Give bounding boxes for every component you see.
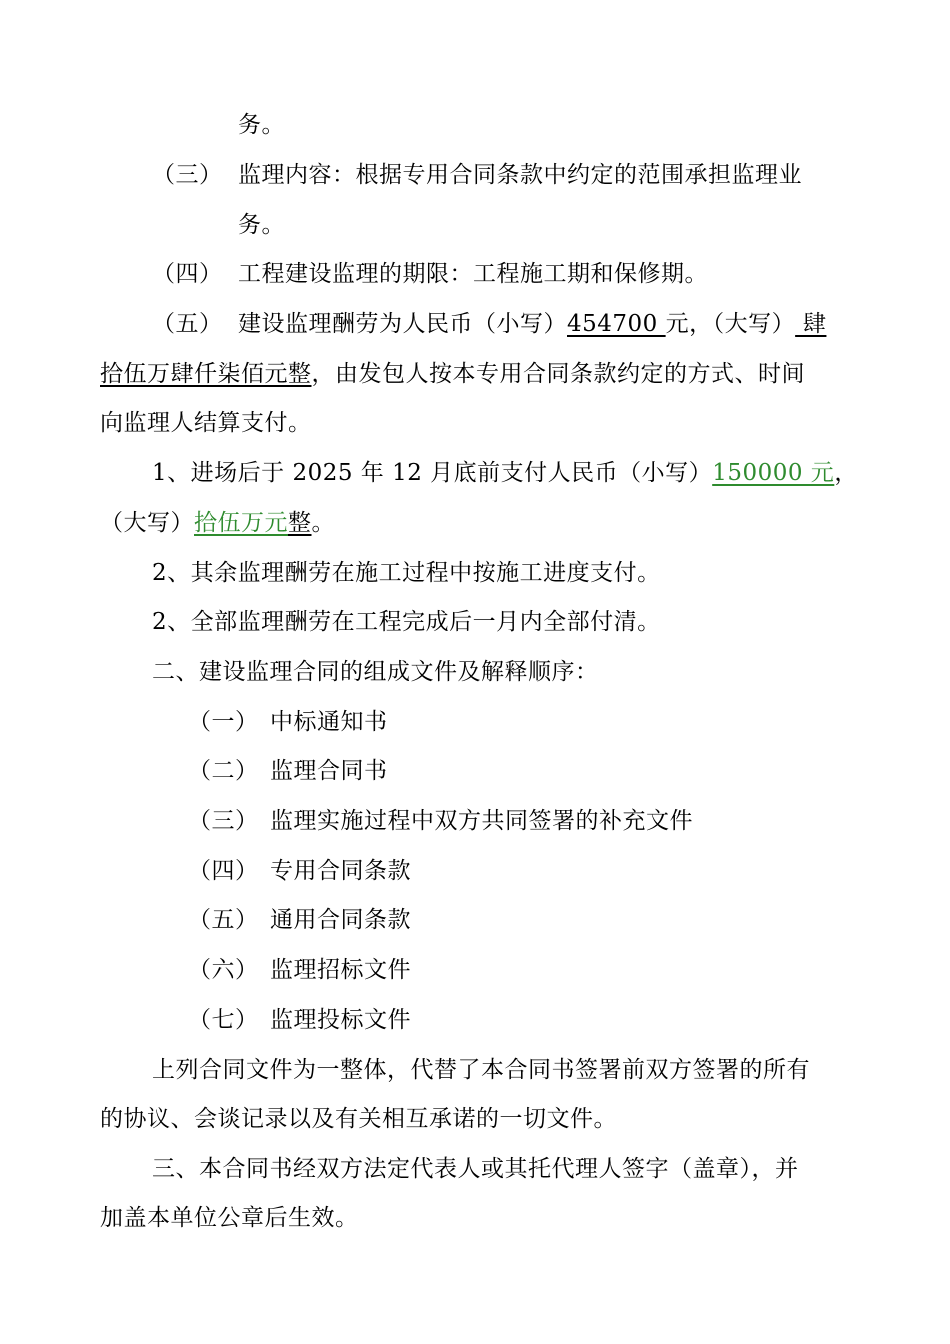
paragraph-line: 的协议、会谈记录以及有关相互承诺的一切文件。 bbox=[100, 1106, 617, 1132]
text-line: 向监理人结算支付。 bbox=[100, 410, 312, 436]
doc-item-label: （四） bbox=[188, 858, 259, 884]
doc-item-label: （二） bbox=[188, 758, 259, 784]
paragraph-line: 三、本合同书经双方法定代表人或其托代理人签字（盖章），并 bbox=[152, 1156, 799, 1182]
doc-item-text: 监理实施过程中双方共同签署的补充文件 bbox=[270, 808, 693, 834]
clause-text: 建设监理酬劳为人民币（小写）454700 元，（大写） 肆 bbox=[238, 311, 827, 337]
text-line: 务。 bbox=[238, 112, 285, 138]
clause-text: 拾伍万肆仟柒佰元整，由发包人按本专用合同条款约定的方式、时间 bbox=[100, 361, 805, 387]
clause-text: 工程建设监理的期限：工程施工期和保修期。 bbox=[238, 261, 708, 287]
clause-label: （四） bbox=[152, 261, 223, 287]
fee-amount-words-start: 肆 bbox=[795, 311, 827, 337]
doc-item-text: 监理招标文件 bbox=[270, 957, 411, 983]
doc-item-text: 通用合同条款 bbox=[270, 907, 411, 933]
payment-amount-numeric: 150000 元 bbox=[712, 460, 835, 486]
payment-item: 2、其余监理酬劳在施工过程中按施工进度支付。 bbox=[152, 560, 661, 586]
section-heading: 二、建设监理合同的组成文件及解释顺序： bbox=[152, 659, 599, 685]
payment-amount-words: 拾伍万元 bbox=[194, 510, 288, 536]
fee-amount-numeric: 454700 bbox=[567, 311, 666, 337]
paragraph-line: 上列合同文件为一整体，代替了本合同书签署前双方签署的所有 bbox=[152, 1057, 810, 1083]
fee-amount-words: 拾伍万肆仟柒佰元整 bbox=[100, 361, 312, 387]
doc-item-label: （七） bbox=[188, 1007, 259, 1033]
payment-item: 2、全部监理酬劳在工程完成后一月内全部付清。 bbox=[152, 609, 661, 635]
doc-item-text: 监理合同书 bbox=[270, 758, 388, 784]
doc-item-label: （三） bbox=[188, 808, 259, 834]
doc-item-label: （六） bbox=[188, 957, 259, 983]
clause-text: 监理内容：根据专用合同条款中约定的范围承担监理业 bbox=[238, 162, 802, 188]
clause-label: （五） bbox=[152, 311, 223, 337]
doc-item-label: （五） bbox=[188, 907, 259, 933]
payment-item: （大写）拾伍万元整。 bbox=[100, 510, 335, 536]
doc-item-text: 专用合同条款 bbox=[270, 858, 411, 884]
doc-item-text: 中标通知书 bbox=[270, 709, 388, 735]
text-line: 务。 bbox=[238, 212, 285, 238]
doc-item-label: （一） bbox=[188, 709, 259, 735]
doc-item-text: 监理投标文件 bbox=[270, 1007, 411, 1033]
payment-item: 1、进场后于 2025 年 12 月底前支付人民币（小写）150000 元， bbox=[152, 460, 858, 486]
clause-label: （三） bbox=[152, 162, 223, 188]
paragraph-line: 加盖本单位公章后生效。 bbox=[100, 1205, 359, 1231]
